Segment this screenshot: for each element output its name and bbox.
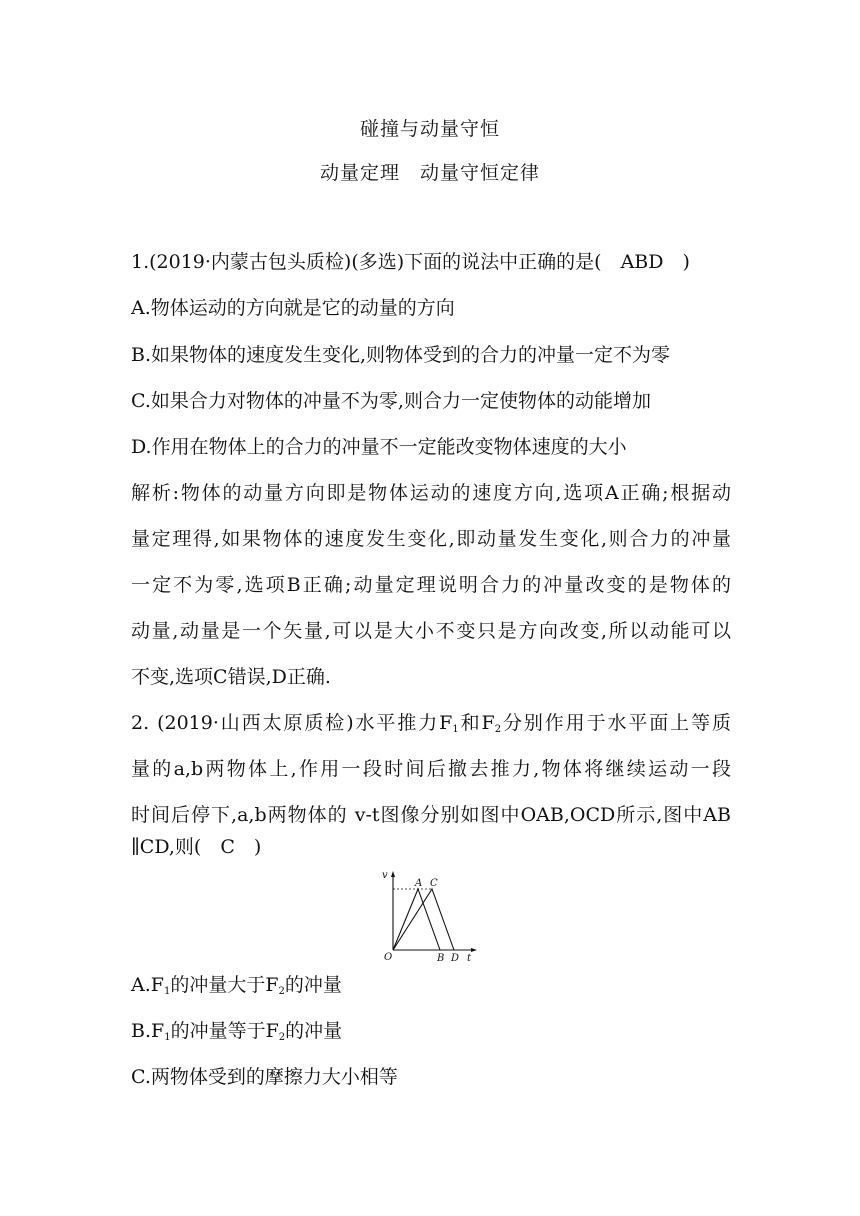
vt-graph-figure bbox=[380, 868, 480, 964]
option-text: 的冲量 bbox=[284, 974, 342, 996]
graph-line-ocd bbox=[393, 889, 454, 950]
graph-line-oab bbox=[393, 889, 440, 950]
subscript: 2 bbox=[278, 1032, 286, 1043]
stem-text: 2. (2019·山西太原质检)水平推力F bbox=[131, 712, 453, 734]
subscript: 1 bbox=[163, 986, 171, 997]
subscript: 2 bbox=[494, 724, 502, 735]
question-1-analysis-line: 解析:物体的动量方向即是物体运动的速度方向,选项A正确;根据动 bbox=[131, 482, 731, 504]
point-label-d: D bbox=[451, 953, 460, 964]
point-label-b: B bbox=[437, 953, 445, 964]
option-text: 的冲量 bbox=[285, 1020, 343, 1042]
question-1-option-d: D.作用在物体上的合力的冲量不一定能改变物体速度的大小 bbox=[131, 436, 627, 458]
question-1-analysis-line: 量定理得,如果物体的速度发生变化,即动量发生变化,则合力的冲量 bbox=[131, 528, 731, 550]
option-text: 的冲量大于F bbox=[170, 974, 279, 996]
page-title: 碰撞与动量守恒 bbox=[359, 118, 500, 140]
stem-text: 分别作用于水平面上等质 bbox=[501, 712, 731, 734]
x-axis-label: t bbox=[467, 953, 472, 964]
question-1-option-a: A.物体运动的方向就是它的动量的方向 bbox=[131, 297, 455, 319]
question-1-analysis-line: 动量,动量是一个矢量,可以是大小不变只是方向改变,所以动能可以 bbox=[131, 620, 731, 642]
y-axis-label: v bbox=[382, 870, 388, 881]
question-1-analysis-line: 不变,选项C错误,D正确. bbox=[131, 666, 331, 688]
question-1-stem: 1.(2019·内蒙古包头质检)(多选)下面的说法中正确的是( ABD ) bbox=[131, 251, 690, 273]
question-1-option-c: C.如果合力对物体的冲量不为零,则合力一定使物体的动能增加 bbox=[131, 390, 651, 412]
origin-label: O bbox=[384, 952, 393, 963]
subscript: 2 bbox=[278, 986, 285, 997]
stem-text: 和F bbox=[458, 712, 495, 734]
y-axis-arrow bbox=[391, 871, 395, 877]
option-text: A.F bbox=[131, 974, 164, 996]
page-subtitle: 动量定理 动量守恒定律 bbox=[319, 162, 540, 184]
question-2-stem-line: 量的a,b两物体上,作用一段时间后撤去推力,物体将继续运动一段 bbox=[131, 758, 731, 780]
subscript: 1 bbox=[164, 1032, 171, 1043]
question-2-stem-line bbox=[131, 711, 731, 735]
point-label-a: A bbox=[415, 878, 423, 889]
point-label-c: C bbox=[430, 878, 438, 889]
question-2-option-c: C.两物体受到的摩擦力大小相等 bbox=[131, 1066, 398, 1088]
x-axis-arrow bbox=[471, 948, 477, 952]
question-2-option-a bbox=[131, 973, 731, 997]
question-2-stem-line: ∥CD,则( C ) bbox=[131, 836, 262, 858]
question-2-option-b bbox=[131, 1019, 731, 1043]
question-1-option-b: B.如果物体的速度发生变化,则物体受到的合力的冲量一定不为零 bbox=[131, 344, 671, 366]
question-2-stem-line: 时间后停下,a,b两物体的 v-t图像分别如图中OAB,OCD所示,图中AB bbox=[131, 804, 731, 826]
option-text: B.F bbox=[131, 1020, 165, 1042]
question-1-analysis-line: 一定不为零,选项B正确;动量定理说明合力的冲量改变的是物体的 bbox=[131, 574, 731, 596]
subscript: 1 bbox=[452, 724, 459, 735]
option-text: 的冲量等于F bbox=[170, 1020, 279, 1042]
